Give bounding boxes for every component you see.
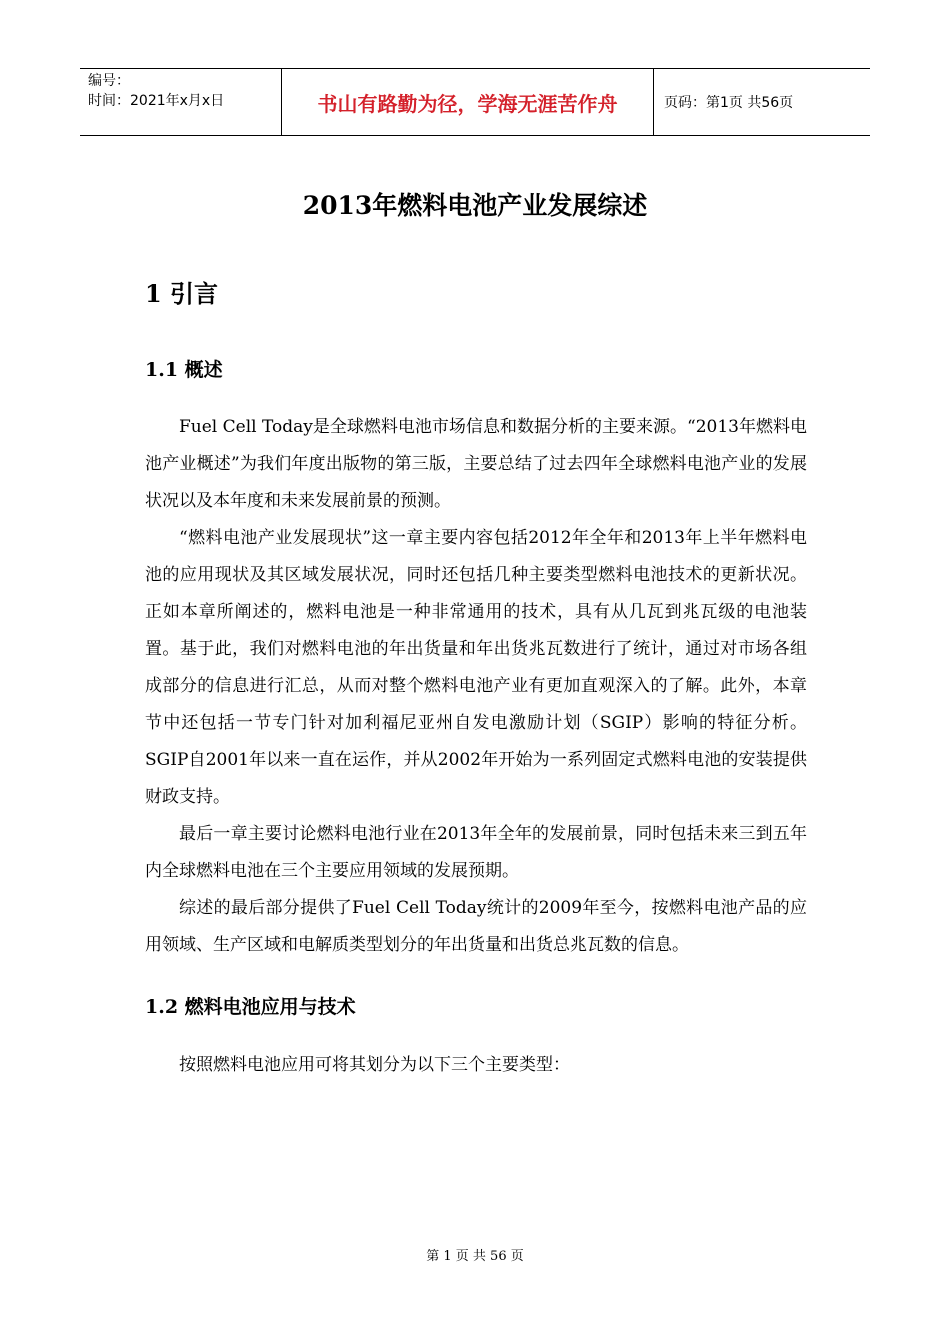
paragraph: 最后一章主要讨论燃料电池行业在2013年全年的发展前景，同时包括未来三到五年内全球燃料电池在三个主要应用领域的发展预期。 — [145, 824, 807, 881]
paragraph: “燃料电池产业发展现状”这一章主要内容包括2012年全年和2013年上半年燃料电池的应用现状及其区域发展状况，同时还包括几种主要类型燃料电池技术的更新状况。正如本章所阐述的，燃料电池是一种非常通用的技术，具有从几瓦到兆瓦级的电池装置。基于此，我们对燃料电池的年出货量和年出货兆瓦数进行了统计，通过对市场各组成部分的信息进行汇总，从而对整个燃料电池产业有更加直观深入的了解。此外，本章节中还包括一节专门针对加利福尼亚州自发电激励计划（SGIP）影响的特征分析。SGIP自2001年以来一直在运作，并从2002年开始为一系列固定式燃料电池的安装提供财政支持。 — [145, 528, 807, 807]
header-motto: 书山有路勤为径，学海无涯苦作舟 — [282, 69, 654, 135]
subsection-heading-applications: 1.2 燃料电池应用与技术 — [145, 996, 356, 1018]
document-number-label: 编号： — [88, 73, 130, 89]
paragraph: 综述的最后部分提供了Fuel Cell Today统计的2009年至今，按燃料电池产品的应用领域、生产区域和电解质类型划分的年出货量和出货总兆瓦数的信息。 — [145, 898, 807, 955]
paragraph: Fuel Cell Today是全球燃料电池市场信息和数据分析的主要来源。“2013年燃料电池产业概述”为我们年度出版物的第三版，主要总结了过去四年全球燃料电池产业的发展状况以及本年度和未来发展前景的预测。 — [145, 417, 807, 511]
page-header — [80, 68, 870, 136]
document-time-label: 时间：2021年x月x日 — [88, 93, 225, 109]
page-footer: 第 1 页 共 56 页 — [426, 1249, 524, 1264]
header-meta — [80, 69, 282, 135]
header-page-info: 页码：第1页 共56页 — [664, 95, 794, 111]
paragraph: 按照燃料电池应用可将其划分为以下三个主要类型： — [179, 1055, 570, 1075]
section-heading-introduction: 1 引言 — [145, 279, 219, 308]
subsection-heading-overview: 1.1 概述 — [145, 359, 223, 381]
document-title: 2013年燃料电池产业发展综述 — [302, 191, 648, 220]
